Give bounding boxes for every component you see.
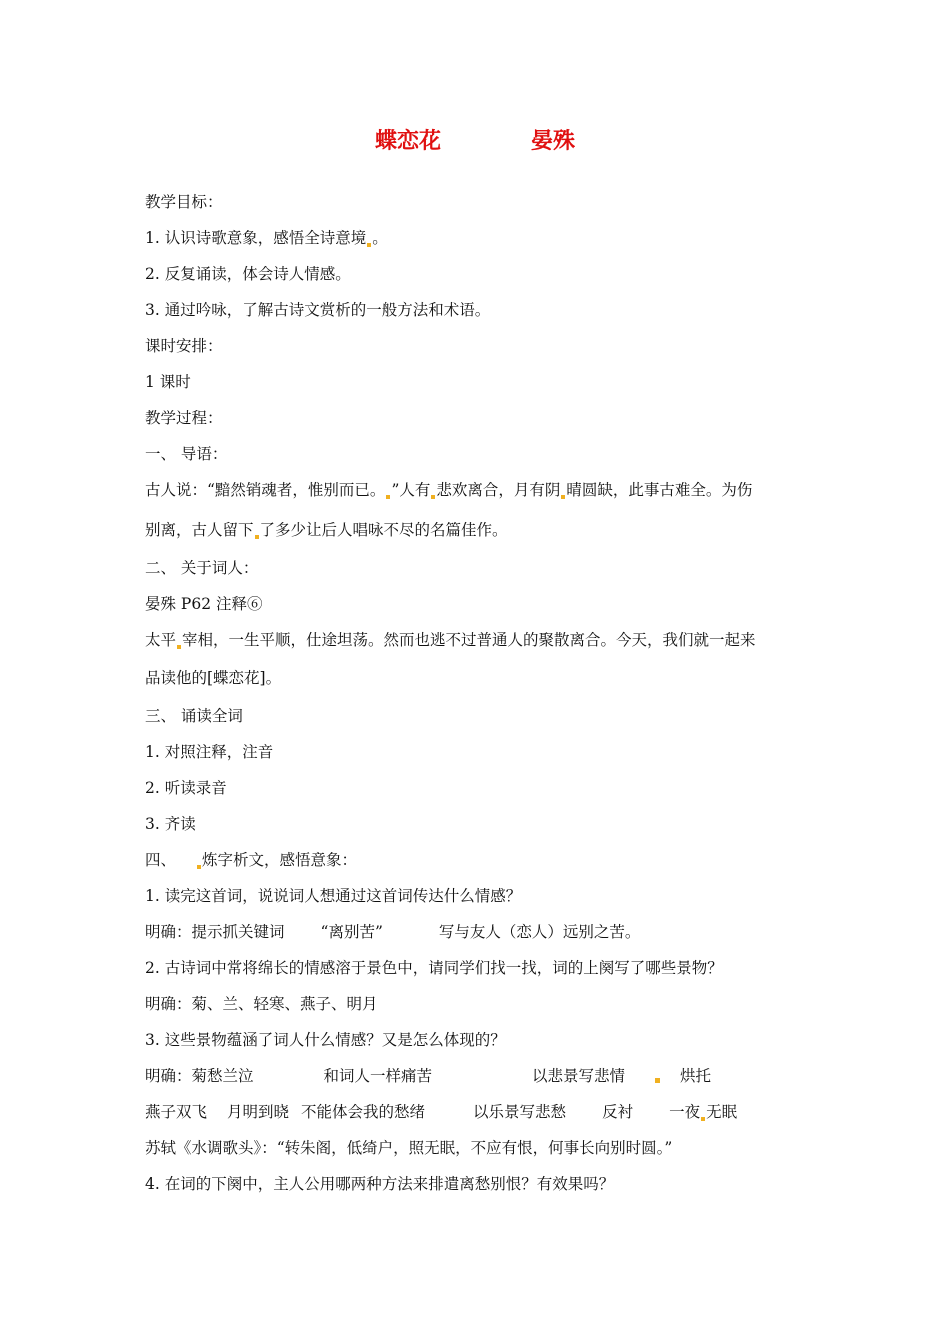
- answer-3-line-1: [145, 1066, 711, 1086]
- poem-title: 蝶恋花: [374, 129, 441, 154]
- answer-2: 明确：菊、兰、轻寒、燕子、明月: [145, 995, 378, 1013]
- text-span: 以悲景写悲情: [532, 1067, 626, 1085]
- text-span: ”人有: [391, 481, 431, 499]
- poet-paragraph-line-1: [145, 630, 756, 650]
- reading-item-1: 1. 对照注释，注音: [145, 743, 274, 761]
- mark-dot: [386, 495, 390, 499]
- section-heading-process: 教学过程：: [145, 409, 223, 427]
- mark-dot: [255, 535, 259, 539]
- quote-line: 苏轼《水调歌头》：“转朱阁，低绮户，照无眠，不应有恨，何事长向别时圆。”: [145, 1139, 673, 1157]
- text-span: 月明到晓: [227, 1103, 290, 1121]
- text-span: 明确：菊愁兰泣: [145, 1067, 254, 1085]
- text-span: 宰相，一生平顺，仕途坦荡。然而也逃不过普通人的聚散离合。今天，我们就一起来: [182, 631, 756, 649]
- text-span: 别离，古人留下: [145, 521, 254, 539]
- question-4: 4. 在词的下阕中，主人公用哪两种方法来排遣离愁别恨？有效果吗？: [145, 1175, 615, 1193]
- step-heading-4: [145, 850, 357, 870]
- intro-paragraph-line-2: [145, 520, 508, 540]
- mark-dot: [197, 865, 201, 869]
- question-3: 3. 这些景物蕴涵了词人什么情感？又是怎么体现的？: [145, 1031, 506, 1049]
- goal-text-1-end: 。: [372, 229, 388, 247]
- answer-3-line-2: [145, 1102, 737, 1122]
- goal-text-1: 1. 认识诗歌意象，感悟全诗意境: [145, 229, 367, 247]
- answer-1: [145, 922, 640, 942]
- intro-paragraph-line-1: [145, 480, 752, 500]
- text-span: 和词人一样痛苦: [323, 1067, 433, 1085]
- goal-item-1: [145, 228, 388, 248]
- question-1: 1. 读完这首词，说说词人想通过这首词传达什么情感？: [145, 887, 522, 905]
- mark-square: [655, 1078, 660, 1083]
- text-span: 太平: [145, 631, 177, 649]
- text-span: 晴圆缺，此事古难全。为伤: [566, 481, 753, 499]
- text-span: 一夜: [669, 1103, 701, 1121]
- reading-item-3: 3. 齐读: [145, 815, 196, 833]
- text-span: 写与友人（恋人）远别之苦。: [438, 923, 641, 941]
- document-title: [0, 124, 950, 155]
- mark-dot: [561, 495, 565, 499]
- step-heading-3: 三、 诵读全词: [145, 707, 243, 725]
- step-heading-2: 二、 关于词人：: [145, 559, 259, 577]
- poet-note: 晏殊 P62 注释⑥: [145, 595, 263, 613]
- text-span: 四、: [145, 851, 177, 869]
- text-span: 了多少让后人唱咏不尽的名篇佳作。: [259, 521, 508, 539]
- goal-item-2: 2. 反复诵读，体会诗人情感。: [145, 265, 351, 283]
- mark-dot: [701, 1117, 705, 1121]
- section-heading-schedule: 课时安排：: [145, 337, 223, 355]
- goal-item-3: 3. 通过吟咏，了解古诗文赏析的一般方法和术语。: [145, 301, 491, 319]
- step-heading-1: 一、 导语：: [145, 445, 228, 463]
- text-span: 古人说：“黯然销魂者，惟别而已。: [145, 481, 386, 499]
- text-span: 明确：提示抓关键词: [145, 923, 285, 941]
- question-2: 2. 古诗词中常将绵长的情感溶于景色中，请同学们找一找，词的上阕写了哪些景物？: [145, 959, 723, 977]
- text-span: 悲欢离合，月有阴: [436, 481, 561, 499]
- mark-dot: [431, 495, 435, 499]
- poet-paragraph-line-2: 品读他的[蝶恋花]。: [145, 669, 282, 687]
- mark-dot: [177, 645, 181, 649]
- poet-name: 晏殊: [531, 129, 576, 154]
- mark-dot: [367, 243, 371, 247]
- section-heading-goals: 教学目标：: [145, 193, 223, 211]
- text-span: “离别苦”: [320, 923, 383, 941]
- schedule-value: 1 课时: [145, 373, 191, 391]
- text-span: 炼字析文，感悟意象：: [202, 851, 358, 869]
- text-span: 以乐景写悲愁: [473, 1103, 567, 1121]
- text-span: 不能体会我的愁绪: [301, 1103, 426, 1121]
- text-span: 燕子双飞: [145, 1103, 208, 1121]
- reading-item-2: 2. 听读录音: [145, 779, 227, 797]
- text-span: 反衬: [602, 1103, 634, 1121]
- text-span: 烘托: [680, 1067, 712, 1085]
- text-span: 无眠: [706, 1103, 738, 1121]
